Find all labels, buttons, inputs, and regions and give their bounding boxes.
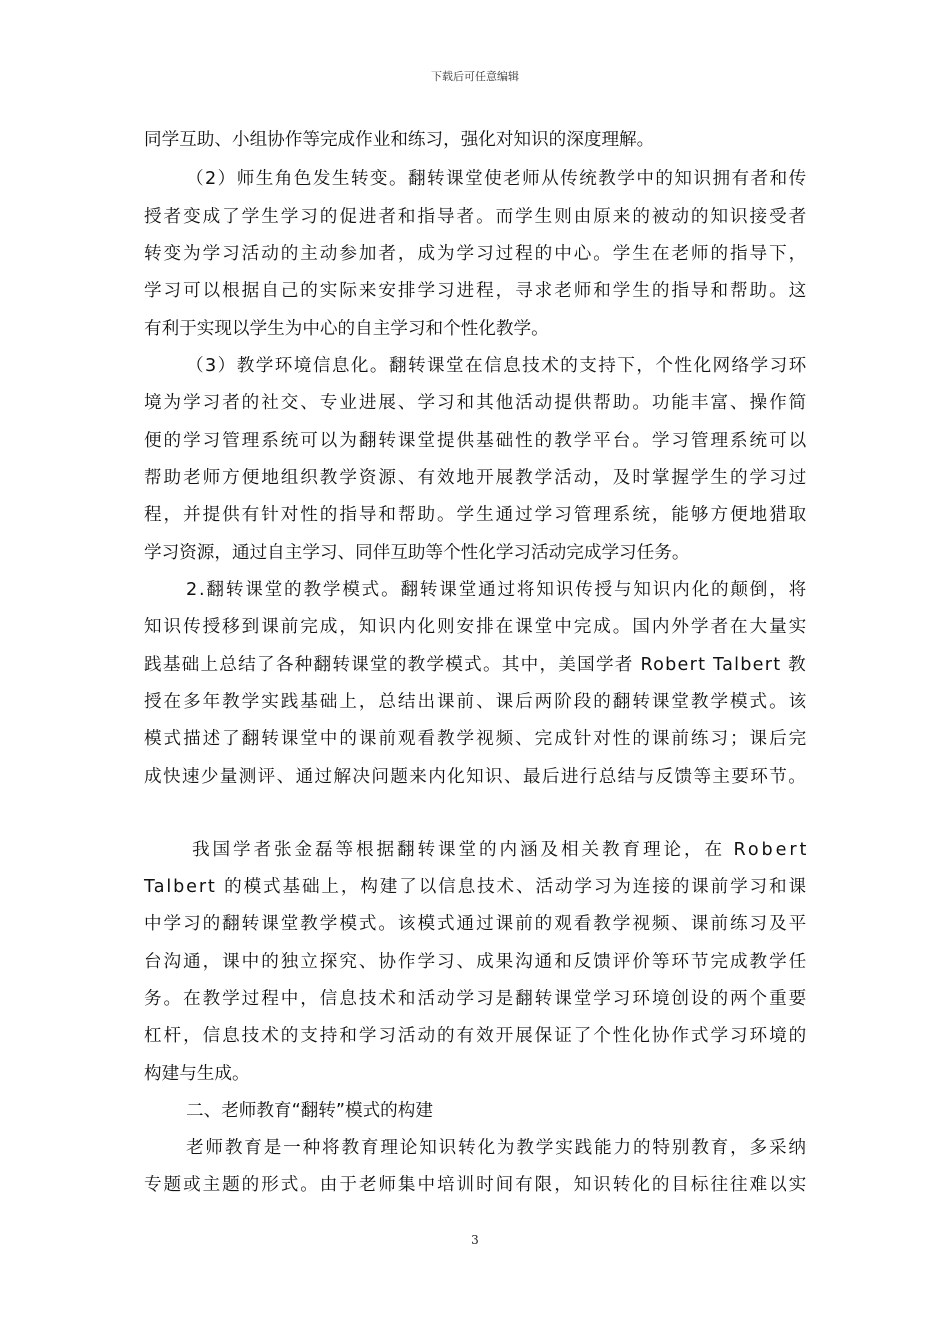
text-line: 2.翻转课堂的教学模式。翻转课堂通过将知识传授与知识内化的颠倒，将 [186, 580, 809, 600]
text-line: 便的学习管理系统可以为翻转课堂提供基础性的教学平台。学习管理系统可以 [144, 431, 809, 451]
text-line: 转变为学习活动的主动参加者，成为学习过程的中心。学生在老师的指导下， [144, 244, 809, 264]
text-line: 学习资源，通过自主学习、同伴互助等个性化学习活动完成学习任务。 [144, 543, 690, 563]
text-line: 我国学者张金磊等根据翻转课堂的内涵及相关教育理论，在 Robert [192, 840, 810, 860]
text-line: 境为学习者的社交、专业进展、学习和其他活动提供帮助。功能丰富、操作简 [144, 393, 809, 413]
text-line: 专题或主题的形式。由于老师集中培训时间有限，知识转化的目标往往难以实 [144, 1175, 809, 1195]
text-line: 中学习的翻转课堂教学模式。该模式通过课前的观看教学视频、课前练习及平 [144, 914, 809, 934]
text-line: 成快速少量测评、通过解决问题来内化知识、最后进行总结与反馈等主要环节。 [144, 767, 808, 787]
text-line: （3）教学环境信息化。翻转课堂在信息技术的支持下，个性化网络学习环 [186, 356, 808, 376]
text-line: Talbert 的模式基础上，构建了以信息技术、活动学习为连接的课前学习和课 [144, 877, 808, 897]
page-header: 下载后可任意编辑 [431, 70, 519, 83]
text-line: 模式描述了翻转课堂中的课前观看教学视频、完成针对性的课前练习；课后完 [144, 729, 809, 749]
page-number: 3 [471, 1233, 479, 1247]
text-line: 杠杆，信息技术的支持和学习活动的有效开展保证了个性化协作式学习环境的 [144, 1026, 809, 1046]
text-line: 构建与生成。 [144, 1064, 250, 1084]
text-line: 学习可以根据自己的实际来安排学习进程，寻求老师和学生的指导和帮助。这 [144, 281, 809, 301]
text-line: 务。在教学过程中，信息技术和活动学习是翻转课堂学习环境创设的两个重要 [144, 989, 809, 1009]
text-line: 同学互助、小组协作等完成作业和练习，强化对知识的深度理解。 [144, 130, 655, 150]
text-line: （2）师生角色发生转变。翻转课堂使老师从传统教学中的知识拥有者和传 [186, 169, 808, 189]
section-heading: 二、老师教育“翻转”模式的构建 [186, 1101, 433, 1121]
text-line: 授在多年教学实践基础上，总结出课前、课后两阶段的翻转课堂教学模式。该 [144, 692, 809, 712]
text-line: 践基础上总结了各种翻转课堂的教学模式。其中，美国学者 Robert Talbert 教 [144, 655, 807, 675]
text-line: 知识传授移到课前完成，知识内化则安排在课堂中完成。国内外学者在大量实 [144, 617, 809, 637]
text-line: 台沟通，课中的独立探究、协作学习、成果沟通和反馈评价等环节完成教学任 [144, 952, 809, 972]
text-line: 有利于实现以学生为中心的自主学习和个性化教学。 [144, 319, 549, 339]
text-line: 授者变成了学生学习的促进者和指导者。而学生则由原来的被动的知识接受者 [144, 207, 809, 227]
text-line: 程，并提供有针对性的指导和帮助。学生通过学习管理系统，能够方便地猎取 [144, 505, 809, 525]
text-line: 老师教育是一种将教育理论知识转化为教学实践能力的特别教育，多采纳 [186, 1138, 808, 1158]
text-line: 帮助老师方便地组织教学资源、有效地开展教学活动，及时掌握学生的学习过 [144, 468, 809, 488]
